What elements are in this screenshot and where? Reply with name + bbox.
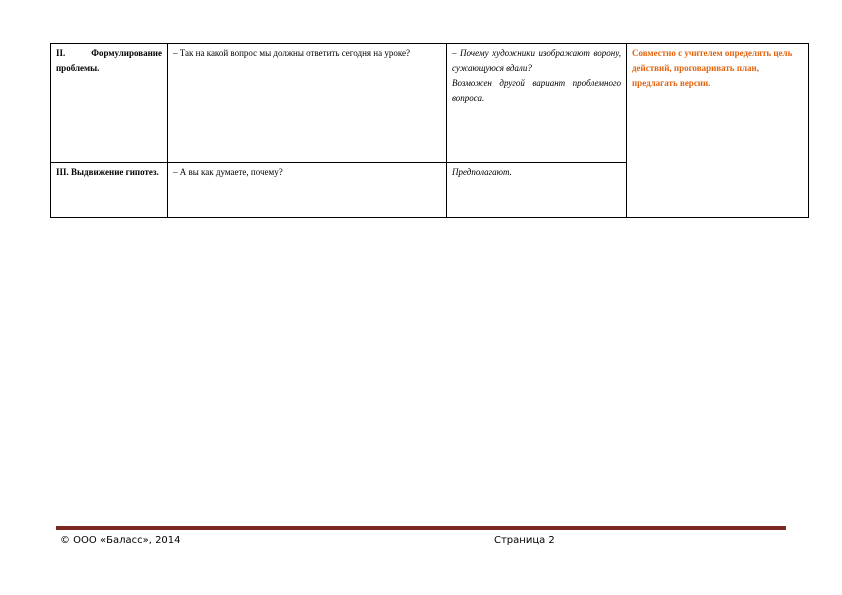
uud-cell: Совместно с учителем определять цель действий, проговаривать план, предлагать версии.	[627, 44, 809, 218]
pupils-activity-text: – Почему художники изображают ворону, сужающуюся вдали?	[452, 48, 621, 73]
pupils-activity-text: Предполагают.	[452, 167, 512, 177]
footer-copyright: © ООО «Баласс», 2014	[60, 535, 181, 546]
stage-cell: II. Формулирование проблемы.	[51, 44, 168, 163]
footer-divider	[56, 526, 786, 530]
pupils-activity-cell	[447, 44, 627, 163]
pupils-activity-text: Возможен другой вариант проблемного вопроса.	[452, 78, 621, 103]
table-row	[51, 44, 809, 163]
teacher-activity-cell: – А вы как думаете, почему?	[168, 163, 447, 218]
footer-page-number: Страница 2	[494, 535, 555, 546]
teacher-activity-cell: – Так на какой вопрос мы должны ответить сегодня на уроке?	[168, 44, 447, 163]
pupils-activity-cell	[447, 163, 627, 218]
lesson-table	[50, 43, 809, 218]
stage-cell: III. Выдвижение гипотез.	[51, 163, 168, 218]
